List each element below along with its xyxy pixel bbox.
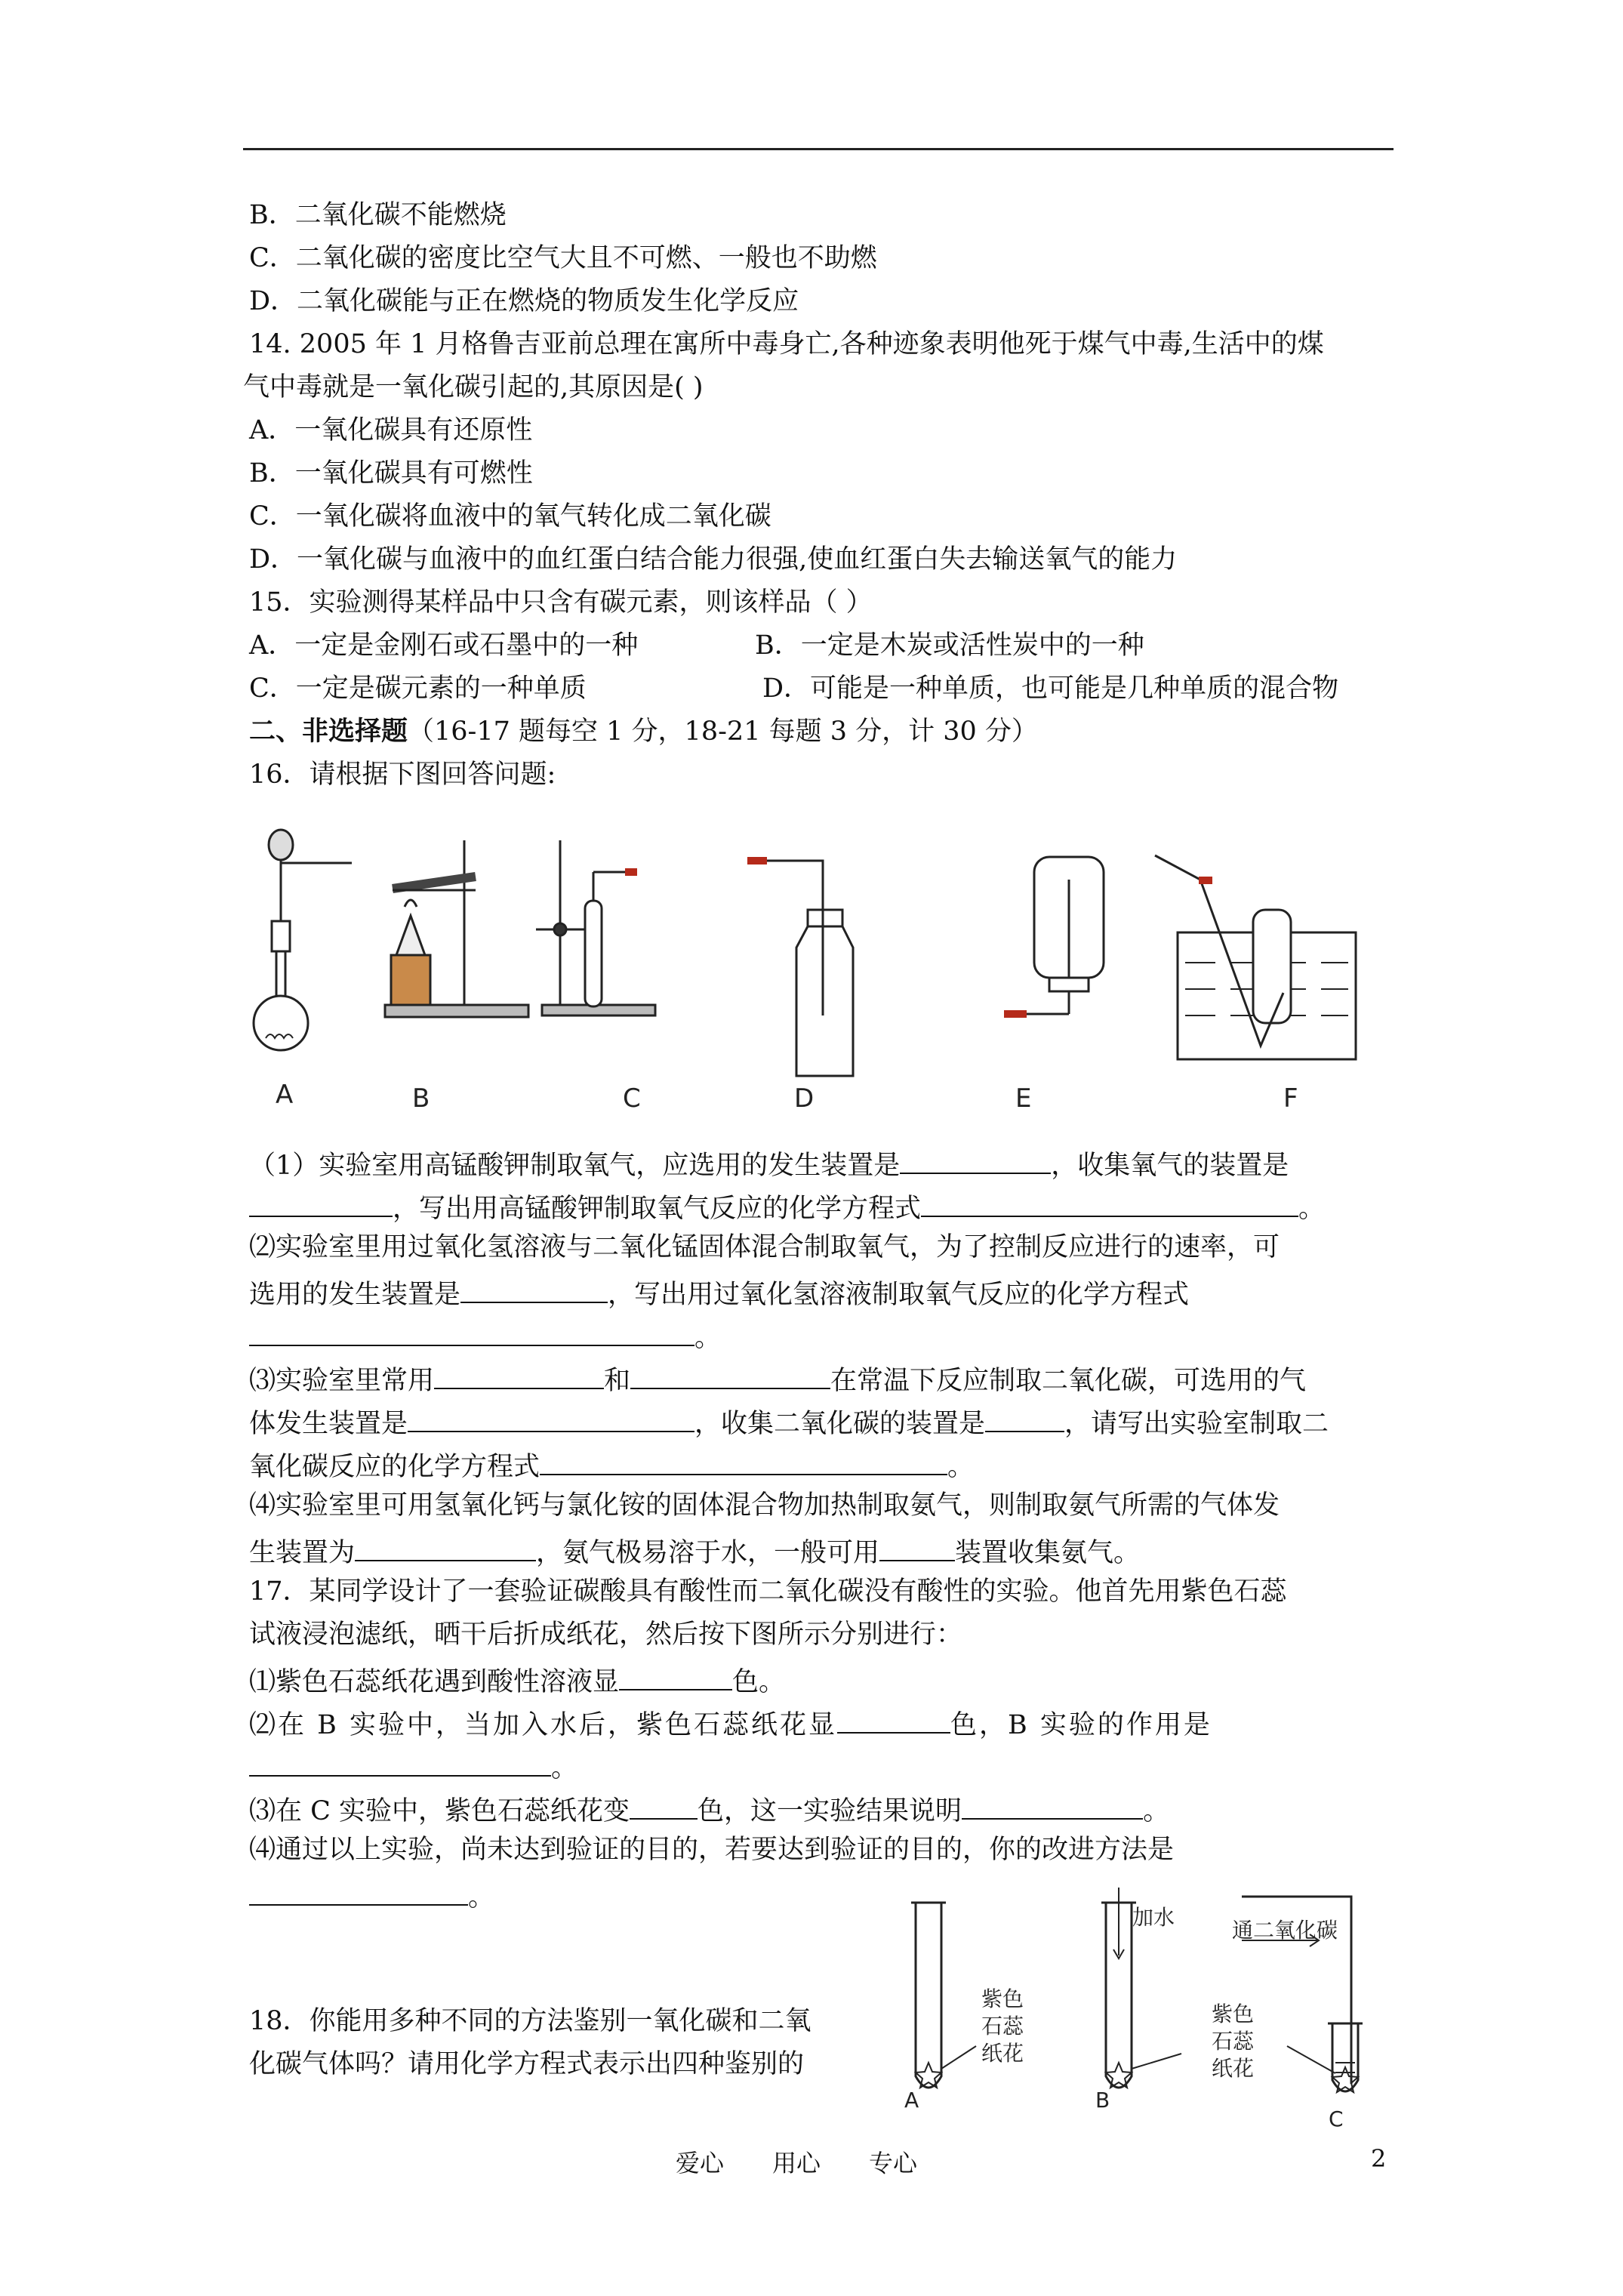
q17-1-blank-color[interactable] <box>619 1660 732 1690</box>
tube-label-b: B <box>1095 2088 1110 2113</box>
q17-stem-2: 试液浸泡滤纸，晒干后折成纸花，然后按下图所示分别进行： <box>249 1620 963 1650</box>
q17-3-blank-conclusion[interactable] <box>962 1789 1143 1820</box>
q18-stem-2: 化碳气体吗？请用化学方程式表示出四种鉴别的 <box>249 2049 805 2079</box>
q17-3-blank-color[interactable] <box>630 1789 698 1820</box>
q15-stem: 15．实验测得某样品中只含有碳元素，则该样品（ ） <box>249 587 873 618</box>
apparatus-label-e: E <box>1015 1083 1032 1114</box>
apparatus-d-icon <box>747 857 853 1076</box>
q15-option-b: B．一定是木炭或活性炭中的一种 <box>755 630 1144 661</box>
q16-1-blank-collector[interactable] <box>249 1187 393 1217</box>
apparatus-c-icon <box>536 840 655 1015</box>
q16-3-blank-reagent-1[interactable] <box>434 1359 604 1389</box>
q14-option-c: C．一氧化碳将血液中的氧气转化成二氧化碳 <box>249 501 771 532</box>
q17-2-blank-color[interactable] <box>837 1703 950 1734</box>
q14-option-a: A．一氧化碳具有还原性 <box>249 415 533 445</box>
q17-3-line: ⑶在 C 实验中，紫色石蕊纸花变 色，这一实验结果说明 。 <box>249 1789 1169 1829</box>
footer-motto: 爱心 用心 专心 <box>676 2149 918 2177</box>
q15-option-d: D．可能是一种单质，也可能是几种单质的混合物 <box>762 673 1339 704</box>
apparatus-label-b: B <box>412 1083 430 1114</box>
q17-1-line: ⑴紫色石蕊纸花遇到酸性溶液显 色。 <box>249 1660 785 1700</box>
q13-option-b: B．二氧化碳不能燃烧 <box>249 200 507 230</box>
q16-4-line-2: 生装置为 ，氨气极易溶于水，一般可用 装置收集氨气。 <box>249 1531 1140 1570</box>
apparatus-a-icon <box>254 830 352 1050</box>
apparatus-label-a: A <box>276 1080 294 1110</box>
q17-2-line-2: 。 <box>249 1746 577 1786</box>
section-2-note: （16-17 题每空 1 分，18-21 每题 3 分，计 30 分） <box>408 717 1038 747</box>
apparatus-label-f: F <box>1283 1083 1298 1114</box>
page-number: 2 <box>1371 2144 1387 2173</box>
q14-option-b: B．一氧化碳具有可燃性 <box>249 458 533 488</box>
q16-1-blank-generator[interactable] <box>900 1144 1051 1174</box>
header-rule <box>243 148 1394 150</box>
apparatus-label-c: C <box>623 1083 641 1114</box>
q13-option-d: D．二氧化碳能与正在燃烧的物质发生化学反应 <box>249 286 799 316</box>
q16-1-blank-equation[interactable] <box>921 1187 1298 1217</box>
q16-2-blank-generator[interactable] <box>460 1273 608 1303</box>
q16-3-line-1: ⑶实验室里常用 和 在常温下反应制取二氧化碳，可选用的气 <box>249 1359 1306 1398</box>
section-2-heading <box>249 714 1038 749</box>
section-2-title: 二、非选择题 <box>249 716 408 747</box>
tube-label-c: C <box>1329 2106 1344 2131</box>
q14-stem-2: 气中毒就是一氧化碳引起的,其原因是( ) <box>243 372 704 402</box>
q17-2-line-1: ⑵在 B 实验中，当加入水后，紫色石蕊纸花显 色，B 实验的作用是 <box>249 1703 1212 1743</box>
apparatus-figure <box>249 827 1404 1099</box>
q16-3-blank-generator[interactable] <box>408 1402 694 1432</box>
q16-4-line-1: ⑷实验室里可用氢氧化钙与氯化铵的固体混合物加热制取氨气，则制取氨气所需的气体发 <box>249 1490 1280 1521</box>
q17-4-line-1: ⑷通过以上实验，尚未达到验证的目的，若要达到验证的目的，你的改进方法是 <box>249 1835 1175 1865</box>
q16-3-line-3: 氧化碳反应的化学方程式 。 <box>249 1445 974 1484</box>
q14-stem-1: 14. 2005 年 1 月格鲁吉亚前总理在寓所中毒身亡,各种迹象表明他死于煤气中毒,生活中的煤 <box>249 329 1324 359</box>
q16-1-line-1: （1）实验室用高锰酸钾制取氧气，应选用的发生装置是 ，收集氧气的装置是 <box>249 1144 1289 1183</box>
pass-co2-label: 通二氧化碳 <box>1232 1918 1338 1943</box>
q16-2-blank-equation[interactable] <box>249 1316 694 1346</box>
q17-2-blank-purpose[interactable] <box>249 1746 551 1777</box>
flower-label-2: 紫色 石蕊 纸花 <box>1212 2002 1255 2081</box>
q18-stem-1: 18．你能用多种不同的方法鉴别一氧化碳和二氧 <box>249 2006 812 2036</box>
q16-2-line-2: 选用的发生装置是 ，写出用过氧化氢溶液制取氧气反应的化学方程式 <box>249 1273 1189 1312</box>
add-water-label: 加水 <box>1132 1905 1175 1930</box>
q17-stem-1: 17．某同学设计了一套验证碳酸具有酸性而二氧化碳没有酸性的实验。他首先用紫色石蕊 <box>249 1576 1287 1607</box>
q16-1-line-2: ，写出用高锰酸钾制取氧气反应的化学方程式 。 <box>249 1187 1325 1226</box>
flower-label-1: 紫色 石蕊 纸花 <box>981 1986 1024 2066</box>
q16-3-line-2: 体发生装置是 ，收集二氧化碳的装置是 ，请写出实验室制取二 <box>249 1402 1329 1441</box>
q16-4-blank-generator[interactable] <box>355 1531 536 1561</box>
q16-stem: 16．请根据下图回答问题: <box>249 760 556 790</box>
q17-4-blank-improvement[interactable] <box>249 1875 468 1906</box>
apparatus-f-icon <box>1155 855 1356 1059</box>
apparatus-e-icon <box>1004 857 1104 1018</box>
q15-option-c: C．一定是碳元素的一种单质 <box>249 673 587 704</box>
q14-option-d: D．一氧化碳与血液中的血红蛋白结合能力很强,使血红蛋白失去输送氧气的能力 <box>249 544 1178 575</box>
apparatus-b-icon <box>385 840 528 1017</box>
tube-label-a: A <box>904 2088 919 2113</box>
tube-a-icon <box>911 1903 976 2088</box>
q16-3-blank-reagent-2[interactable] <box>630 1359 830 1389</box>
q16-4-blank-collector[interactable] <box>879 1531 955 1561</box>
q16-3-blank-collector[interactable] <box>985 1402 1064 1432</box>
q15-option-a: A．一定是金刚石或石墨中的一种 <box>249 630 639 661</box>
q16-3-blank-equation[interactable] <box>540 1445 947 1475</box>
q17-4-line-2: 。 <box>249 1875 494 1915</box>
q13-option-c: C．二氧化碳的密度比空气大且不可燃、一般也不助燃 <box>249 243 877 273</box>
q16-2-line-3: 。 <box>249 1316 721 1355</box>
apparatus-label-d: D <box>794 1083 815 1114</box>
q16-2-line-1: ⑵实验室里用过氧化氢溶液与二氧化锰固体混合制取氧气，为了控制反应进行的速率，可 <box>249 1232 1280 1262</box>
